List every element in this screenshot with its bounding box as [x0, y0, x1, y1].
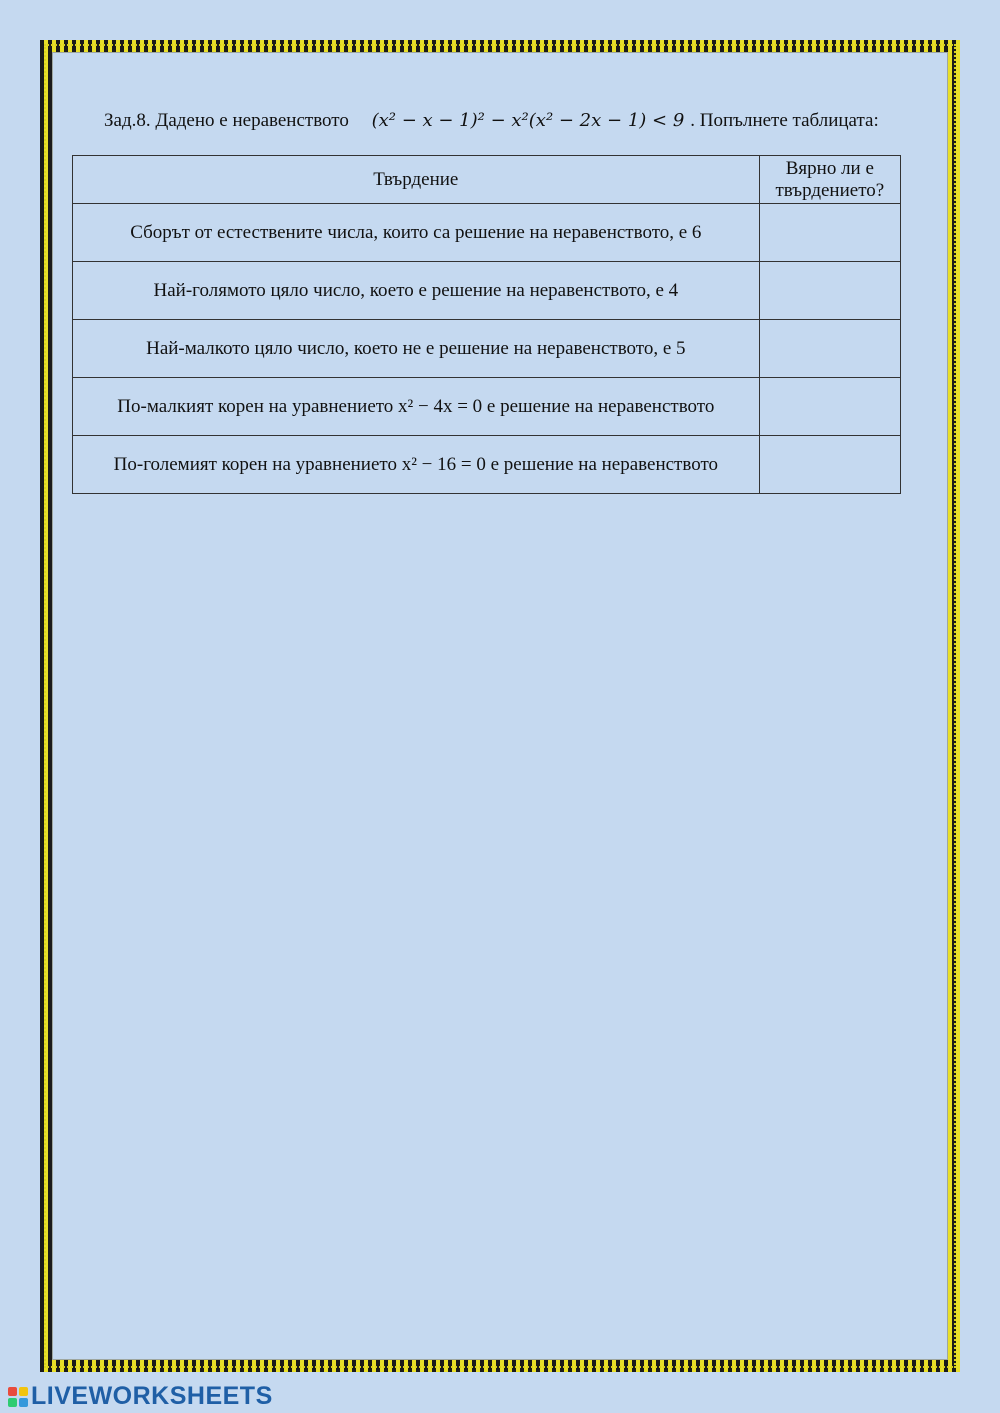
answer-input-cell[interactable] — [759, 320, 900, 378]
task-statement — [104, 110, 924, 132]
statement-cell: Най-малкото цяло число, което не е решение на неравенството, е 5 — [73, 320, 760, 378]
logo-square-icon — [19, 1398, 28, 1407]
header-statement: Твърдение — [73, 156, 760, 204]
statements-table — [72, 155, 901, 494]
inequality-formula: (x² − x − 1)² − x²(x² − 2x − 1) < 9 — [371, 110, 685, 131]
logo-text: LIVEWORKSHEETS — [31, 1382, 273, 1410]
statement-cell: Сборът от естествените числа, които са решение на неравенството, е 6 — [73, 204, 760, 262]
table-row — [73, 262, 901, 320]
answer-input-cell[interactable] — [759, 204, 900, 262]
header-answer: Вярно ли е твърдението? — [759, 156, 900, 204]
answer-input-cell[interactable] — [759, 436, 900, 494]
task-prefix: Зад.8. Дадено е неравенството — [104, 110, 349, 131]
table-row — [73, 204, 901, 262]
answer-input-cell[interactable] — [759, 378, 900, 436]
logo-square-icon — [8, 1398, 17, 1407]
statement-cell: По-малкият корен на уравнението x² − 4x = 0 е решение на неравенството — [73, 378, 760, 436]
liveworksheets-logo[interactable] — [8, 1382, 273, 1411]
logo-square-icon — [19, 1387, 28, 1396]
statement-cell: Най-голямото цяло число, което е решение на неравенството, е 4 — [73, 262, 760, 320]
logo-mark-icon — [8, 1387, 28, 1407]
statement-cell: По-големият корен на уравнението x² − 16 = 0 е решение на неравенството — [73, 436, 760, 494]
table-header-row — [73, 156, 901, 204]
table-row — [73, 320, 901, 378]
answer-input-cell[interactable] — [759, 262, 900, 320]
logo-square-icon — [8, 1387, 17, 1396]
table-row — [73, 436, 901, 494]
table-row — [73, 378, 901, 436]
task-suffix: . Попълнете таблицата: — [690, 110, 879, 131]
